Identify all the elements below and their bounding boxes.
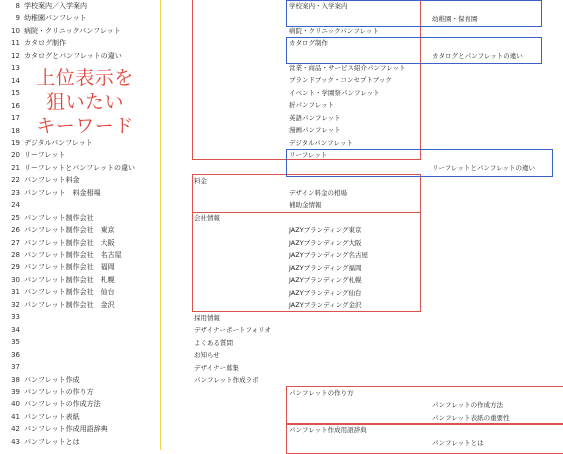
annotation-target-keywords: [30, 66, 140, 138]
row-number: 36: [11, 350, 20, 359]
row-number: 16: [11, 101, 20, 110]
keyword-cell[interactable]: パンフレットの作り方: [24, 387, 94, 396]
keyword-cell[interactable]: パンフレット 料金相場: [24, 188, 101, 197]
cell-design-price[interactable]: デザイン料金の相場: [289, 189, 348, 197]
cell-manga[interactable]: 漫画パンフレット: [289, 126, 341, 134]
cell-news[interactable]: お知らせ: [194, 351, 220, 359]
row-number: 20: [11, 151, 20, 160]
row-number: 40: [11, 400, 20, 409]
cell-jazy-fukuoka[interactable]: JAZYブランディング福岡: [289, 264, 362, 272]
keyword-cell[interactable]: パンフレット料金: [24, 176, 80, 185]
row-number: 14: [11, 76, 20, 85]
keyword-cell[interactable]: パンフレット制作会社 名古屋: [24, 251, 122, 259]
row-number: 27: [11, 238, 20, 247]
keyword-cell[interactable]: リーフレット: [24, 151, 66, 160]
cell-lab[interactable]: パンフレット作成ラボ: [194, 376, 259, 384]
cell-what-is[interactable]: パンフレットとは: [432, 439, 484, 447]
row-number: 39: [11, 387, 20, 396]
blue-box-leaflet: [286, 149, 553, 177]
row-number: 15: [11, 89, 20, 98]
keyword-cell[interactable]: パンフレット作成: [24, 375, 80, 384]
cell-company-info[interactable]: 会社情報: [194, 214, 220, 222]
cell-glossary[interactable]: パンフレット作成用語辞典: [289, 426, 367, 434]
red-box-howto: [286, 386, 563, 424]
row-number: 28: [11, 251, 20, 259]
row-number: 31: [11, 288, 20, 297]
cell-jazy-tokyo[interactable]: JAZYブランディング東京: [289, 226, 362, 234]
keyword-cell[interactable]: カタログとパンフレットの違い: [24, 51, 122, 60]
cell-howto[interactable]: パンフレットの作り方: [289, 389, 354, 397]
cell-pricing[interactable]: 料金: [194, 177, 207, 185]
cell-catalog-diff[interactable]: カタログとパンフレットの違い: [432, 52, 523, 60]
row-number: 32: [11, 300, 20, 309]
row-number: 22: [11, 176, 20, 185]
row-number: 19: [11, 138, 20, 147]
cell-leaflet[interactable]: リーフレット: [289, 151, 328, 159]
row-number: 42: [11, 425, 20, 434]
keyword-cell[interactable]: パンフレットの作成方法: [24, 400, 101, 409]
blue-box-school: [286, 0, 542, 27]
row-number: 24: [11, 201, 20, 210]
keyword-cell[interactable]: 病院・クリニックパンフレット: [24, 26, 121, 35]
red-box-company: [192, 212, 421, 312]
keyword-cell[interactable]: パンフレットとは: [24, 437, 80, 446]
row-number: 33: [11, 313, 20, 322]
highlight-column-line: [160, 0, 161, 450]
keyword-cell[interactable]: パンフレット制作会社 東京: [24, 226, 115, 235]
cell-method[interactable]: パンフレットの作成方法: [432, 401, 504, 409]
row-number: 35: [11, 338, 20, 347]
keyword-cell[interactable]: 学校案内／入学案内: [24, 2, 87, 10]
row-number: 37: [11, 363, 20, 372]
row-number: 10: [11, 26, 20, 35]
row-number: 43: [11, 437, 20, 446]
keyword-cell[interactable]: リーフレットとパンフレットの違い: [24, 163, 135, 172]
row-number: 13: [11, 64, 20, 73]
keyword-cell[interactable]: デジタルパンフレット: [24, 138, 93, 147]
annotation-line: 上位表示を: [36, 67, 134, 89]
row-number: 34: [11, 325, 20, 334]
row-number: 41: [11, 412, 20, 421]
red-box-pricing: [192, 174, 421, 213]
annotation-line: キーワード: [36, 115, 134, 137]
cell-jazy-nagoya[interactable]: JAZYブランディング名古屋: [289, 251, 369, 259]
cell-jazy-kanazawa[interactable]: JAZYブランディング金沢: [289, 301, 362, 309]
row-number: 29: [11, 263, 20, 272]
keyword-cell[interactable]: パンフレット作成用語辞典: [24, 425, 108, 434]
cell-jazy-sapporo[interactable]: JAZYブランディング札幌: [289, 276, 362, 284]
row-number: 30: [11, 275, 20, 284]
cell-jazy-osaka[interactable]: JAZYブランディング大阪: [289, 239, 362, 247]
cell-english[interactable]: 英語パンフレット: [289, 114, 341, 122]
row-number: 21: [11, 163, 20, 172]
cell-portfolio[interactable]: デザイナーポートフォリオ: [194, 326, 271, 334]
row-number: 38: [11, 375, 20, 384]
row-number: 25: [11, 213, 20, 222]
keyword-cell[interactable]: カタログ制作: [24, 39, 66, 48]
cell-jazy-sendai[interactable]: JAZYブランディング仙台: [289, 289, 362, 297]
cell-recruit[interactable]: 採用情報: [194, 314, 220, 322]
cell-sales[interactable]: 営業・商品・サービス紹介パンフレット: [289, 64, 406, 72]
keyword-cell[interactable]: パンフレット制作会社: [24, 213, 94, 222]
row-number: 18: [11, 126, 20, 135]
cell-leaflet-diff[interactable]: リーフレットとパンフレットの違い: [432, 164, 536, 172]
cell-catalog[interactable]: カタログ制作: [289, 39, 328, 47]
row-number: 17: [11, 114, 20, 123]
keyword-cell[interactable]: パンフレット制作会社 仙台: [24, 288, 115, 297]
cell-hospital[interactable]: 病院・クリニックパンフレット: [289, 27, 379, 35]
cell-cover[interactable]: パンフレット表紙の重要性: [432, 414, 510, 422]
keyword-cell[interactable]: パンフレット表紙: [24, 412, 80, 421]
cell-digital[interactable]: デジタルパンフレット: [289, 139, 353, 147]
keyword-cell[interactable]: パンフレット制作会社 金沢: [24, 300, 115, 309]
row-number: 23: [11, 188, 20, 197]
row-number: 8: [15, 2, 20, 10]
annotation-line: 狙いたい: [45, 91, 124, 113]
row-number: 11: [11, 39, 20, 48]
keyword-cell[interactable]: パンフレット制作会社 福岡: [24, 263, 115, 272]
cell-school-guide[interactable]: 学校案内・入学案内: [289, 2, 348, 10]
blue-box-catalog: [286, 37, 542, 64]
cell-event[interactable]: イベント・学園祭パンフレット: [289, 89, 380, 97]
row-number: 9: [15, 14, 20, 23]
row-number: 12: [11, 51, 20, 60]
cell-brandbook[interactable]: ブランドブック・コンセプトブック: [289, 76, 392, 84]
cell-faq[interactable]: よくある質問: [194, 339, 233, 347]
keyword-cell[interactable]: 幼稚園パンフレット: [24, 14, 87, 23]
cell-designer-recruit[interactable]: デザイナー募集: [194, 364, 240, 372]
cell-folded[interactable]: 折パンフレット: [289, 101, 335, 109]
cell-kindergarten[interactable]: 幼稚園・保育園: [432, 15, 478, 23]
keyword-cell[interactable]: パンフレット制作会社 大阪: [24, 238, 115, 247]
cell-subsidy[interactable]: 補助金情報: [289, 201, 322, 209]
keyword-cell[interactable]: パンフレット制作会社 札幌: [24, 275, 115, 284]
row-number: 26: [11, 226, 20, 235]
